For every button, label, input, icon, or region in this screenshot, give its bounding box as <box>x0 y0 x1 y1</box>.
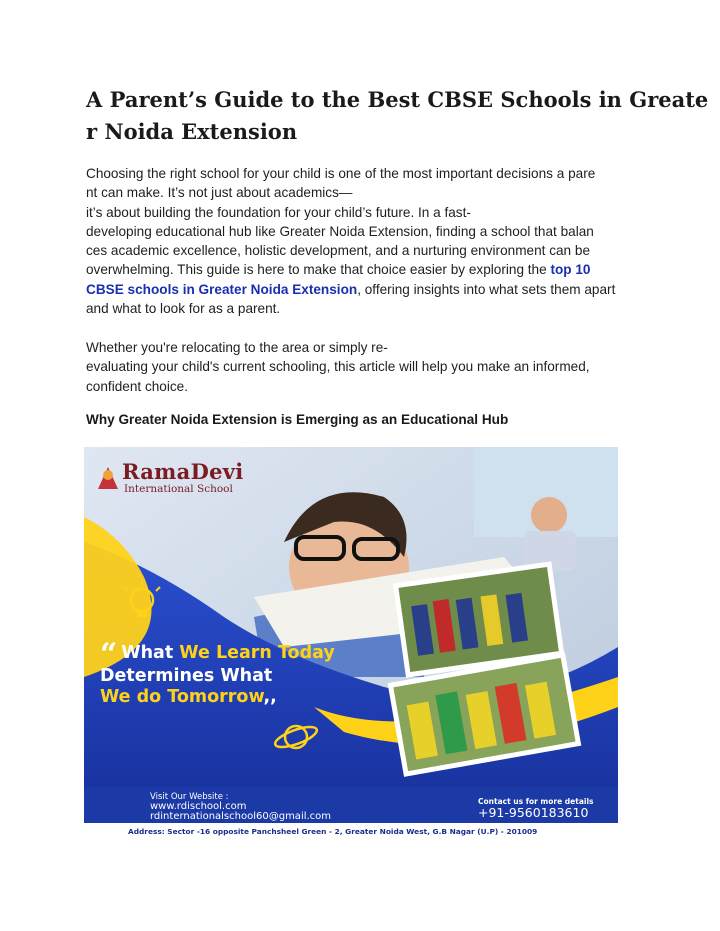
text-line: nt can make. It’s not just about academics— <box>86 185 353 201</box>
quote-line: We do Tomorrow,, <box>100 687 277 707</box>
school-banner-image <box>84 447 618 823</box>
text-line: confident choice. <box>86 378 189 394</box>
school-name: RamaDevi <box>122 459 244 484</box>
title-line: r Noida Extension <box>86 119 298 144</box>
page-title <box>86 84 709 148</box>
girl-figure <box>531 497 567 533</box>
school-brand <box>122 461 244 495</box>
open-quote-mark: “ <box>100 637 118 672</box>
banner-artwork <box>84 447 618 823</box>
text-line: evaluating your child's current schooling, this article will help you make an informed, <box>86 359 590 375</box>
close-quote-mark: ,, <box>263 687 277 707</box>
website-info <box>150 792 331 822</box>
contact-label: Contact us for more details <box>478 797 594 806</box>
visit-label: Visit Our Website : <box>150 792 229 802</box>
second-paragraph <box>86 338 646 396</box>
text-line: developing educational hub like Greater Noida Extension, finding a school that balan <box>86 223 594 239</box>
text-segment: , offering insights into what sets them apart <box>357 281 616 297</box>
text-line: Whether you're relocating to the area or simply re- <box>86 340 388 355</box>
school-subtitle: International School <box>124 483 233 495</box>
text-segment: overwhelming. This guide is here to make that choice easier by exploring the <box>86 262 551 278</box>
contact-info <box>478 797 594 820</box>
website-url: www.rdischool.com <box>150 801 247 812</box>
text-line: ces academic excellence, holistic development, and a nurturing environment can be <box>86 243 591 259</box>
section-heading: Why Greater Noida Extension is Emerging as an Educational Hub <box>86 412 509 427</box>
text-line: and what to look for as a parent. <box>86 301 281 317</box>
text-line: Choosing the right school for your child is one of the most important decisions a pare <box>86 166 596 181</box>
text-line <box>86 280 646 299</box>
school-address: Address: Sector -16 opposite Panchsheel Green - 2, Greater Noida West, G.B Nagar (U.P) - 201009 <box>128 827 538 836</box>
text-line <box>86 260 646 279</box>
text-line: it’s about building the foundation for your child’s future. In a fast- <box>86 204 471 220</box>
top-10-schools-link-cont[interactable]: CBSE schools in Greater Noida Extension <box>86 281 358 297</box>
banner-quote <box>100 637 335 709</box>
quote-line: “ What We Learn Today <box>100 637 335 672</box>
title-line: A Parent’s Guide to the Best CBSE Schools in Greate <box>86 87 709 112</box>
quote-line: Determines What <box>100 665 273 686</box>
intro-paragraph <box>86 164 646 318</box>
email-address: rdinternationalschool60@gmail.com <box>150 811 332 822</box>
phone-number: +91-9560183610 <box>478 805 589 820</box>
top-10-schools-link[interactable]: top 10 <box>550 262 591 278</box>
